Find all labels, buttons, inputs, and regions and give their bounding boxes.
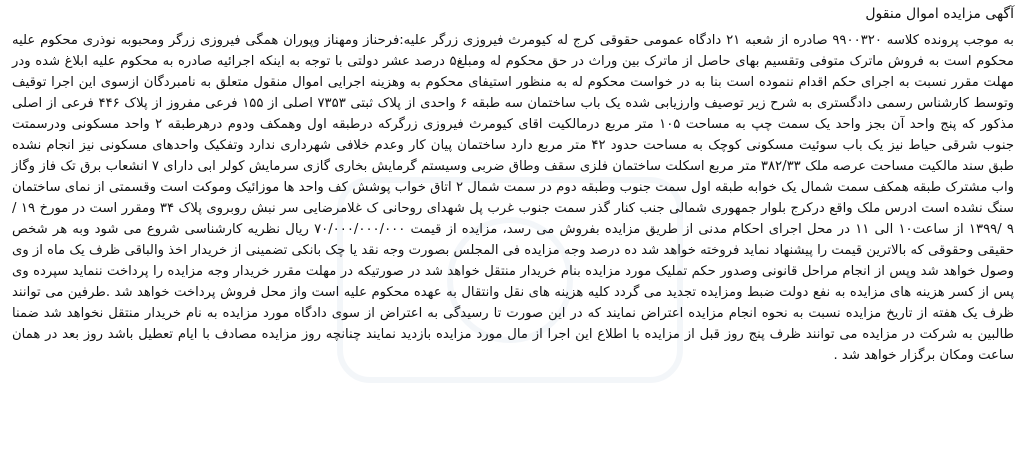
notice-title: آگهی مزایده اموال منقول xyxy=(865,6,1014,22)
notice-body: به موجب پرونده کلاسه ۹۹۰۰۳۲۰ صادره از شعبه ۲۱ دادگاه عمومی حقوقی کرج له کیومرث فیروزی زرگر علیه:فرحناز ومهناز وپوران همگی فیروزی زرگر ومحبوبه نوذری محکوم علیه محکوم است به فروش ماترک متوفی وتقسیم بهای حاصل از ماترک بین وراث در حق محکوم له ومبلغ۵ درصد عشر دولتی با توجه به اینکه اجرائیه صادره به محکوم علیه ابلاغ شده ودر مهلت مقرر نسبت به اجرای حکم اقدام ننموده است بنا به در خواست محکوم له به منظور استیفای محکوم به وهزینه اجرایی اموال منقول متعلق به نامبردگان ازسوی این اجرا توقیف وتوسط کارشناس رسمی دادگستری به شرح زیر توصیف وارزیابی شده یک باب ساختمان سه طبقه ۶ واحدی از پلاک ثبتی ۷۳۵۳ اصلی از ۱۵۵ فرعی مفروز از پلاک ۴۴۶ فرعی از اصلی مذکور که پنج واحد آن بجز واحد یک سمت چپ به مساحت ۱۰۵ متر مربع درمالکیت اقای کیومرث فیروزی زرگرکه درطبقه اول وهمکف ودوم درهرطبقه ۲ واحد مسکونی ودرسمتت جنوب شرقی حیاط نیز یک باب سوئیت مسکونی کوچک به مساحت حدود ۴۲ متر مربع دارد ساختمان پیان کار وعدم خلافی شهرداری ندارد وتفکیک واحدهای مسکونی نیز انجام نشده طبق سند مالکیت مساحت عرصه ملک ۳۸۲/۳۳ متر مربع اسکلت ساختمان فلزی سقف وطاق ضربی وسیستم گرمایش بخاری گازی سرمایش کولر ابی دارای ۷ انشعاب برق تک فاز وگاز واب مشترک طبقه همکف سمت شمال یک خوابه طبقه اول سمت جنوب وطبقه دوم در سمت شمال ۲ اتاق خواب پوشش کف واحد ها موزائیک وموکت است وقسمتی از نمای ساختمان سنگ نشده است ادرس ملک واقع درکرج بلوار جمهوری شمالی جنب کنار گذر سمت جنوب غرب پل شهدای روحانی ک غلامرضایی سر نبش روبروی پلاک ۳۴ ومقرر است در مورخ ۱۹ / ۹ /۱۳۹۹ از ساعت۱۰ الی ۱۱ در محل اجرای احکام مدنی از طریق مزایده بفروش می رسد، مزایده از قیمت ۷۰/۰۰۰/۰۰۰/۰۰۰ ریال نظریه کارشناسی شروع می شود وبه هر شخص حقیقی وحقوقی که بالاترین قیمت را پیشنهاد نماید فروخته خواهد شد ده درصد وجه مزایده فی المجلس بصورت وجه نقد یا چک بانکی تضمینی از خریدار اخذ والباقی ظرف یک ماه از وی وصول خواهد شد وپس از انجام مراحل قانونی وصدور حکم تملیک مورد مزایده بنام خریدار منتقل خواهد شد در صورتیکه در مهلت مقرر خریدار وجه مزایده را پرداخت ننماید سپرده وی پس از کسر هزینه های مزایده به نفع دولت ضبط ومزایده تجدید می گردد کلیه هزینه های نقل وانتقال به عهده محکوم علیه است واز محل فروش پرداخت خواهد شد .طرفین می توانند ظرف یک هفته از تاریخ مزایده نسبت به نحوه انجام مزایده اعتراض نمایند که در این صورت تا رسیدگی به اعتراض از سوی دادگاه مورد مزایده به نام خریدار منتقل نخواهد شد ضمنا طالبین به شرکت در مزایده می توانند ظرف پنج روز قبل از مزایده با اطلاع این اجرا از مال مورد مزایده بازدید نمایند چنانچه روز مزایده مصادف با ایام تعطیل باشد روز بعد در همان ساعت ومکان برگزار خواهد شد . xyxy=(12,33,1015,363)
